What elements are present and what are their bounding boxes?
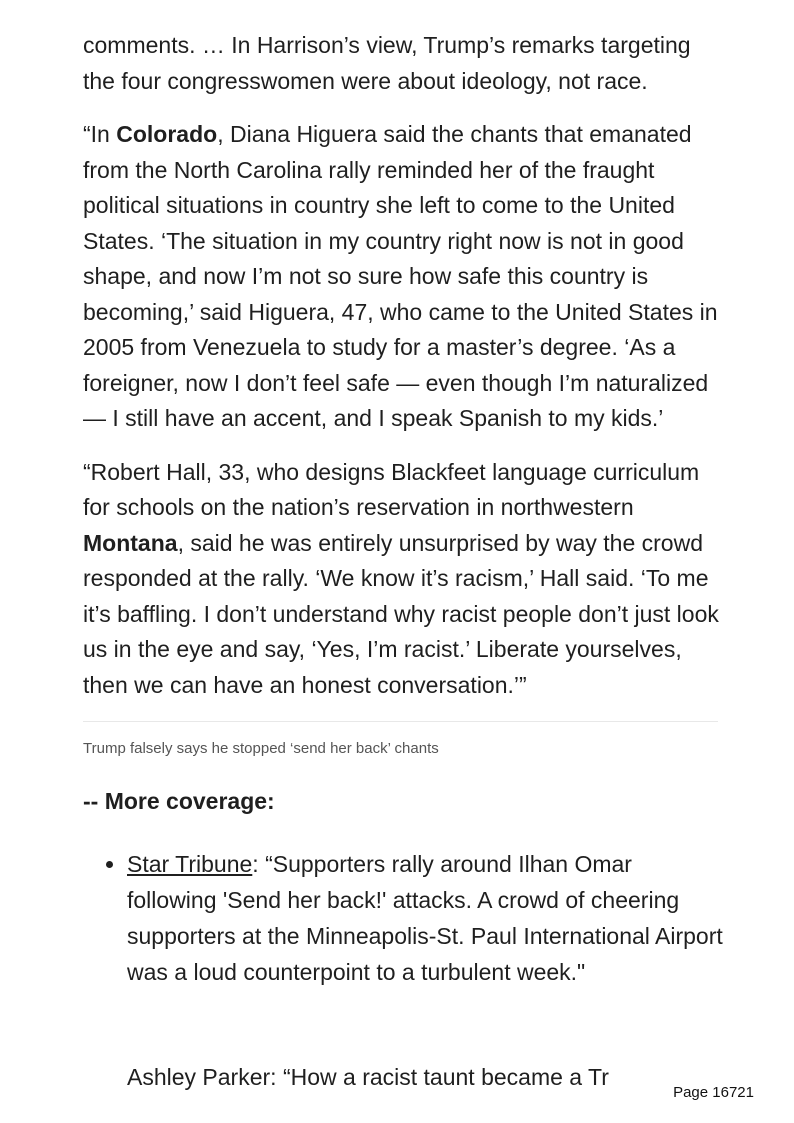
state-name-colorado: Colorado	[116, 121, 218, 147]
paragraph-colorado-lead: “In	[83, 121, 117, 147]
paragraph-colorado	[83, 117, 723, 437]
paragraph-montana	[83, 455, 723, 704]
paragraph-harrison: comments. … In Harrison’s view, Trump’s remarks targeting the four congresswomen were about ideology, not race.	[83, 32, 691, 94]
coverage-list	[83, 846, 723, 990]
paragraph-colorado-text: , Diana Higuera said the chants that emanated from the North Carolina rally reminded her of the fraught political situations in country she left to come to the United States. ‘The situation in my country right now is not in good shape, and now I’m not so sure how safe this country is becoming,’ said Higuera, 47, who came to the United States in 2005 from Venezuela to study for a master’s degree. ‘As a foreigner, now I don’t feel safe — even though I’m naturalized — I still have an accent, and I speak Spanish to my kids.’	[83, 121, 718, 431]
cutoff-text-line	[127, 1064, 687, 1091]
cutoff-text: Ashley Parker: “How a racist taunt became a Tr	[127, 1064, 609, 1090]
paragraph-montana-text: , said he was entirely unsurprised by way the crowd responded at the rally. ‘We know it’s racism,’ Hall said. ‘To me it’s baffling. I don’t understand why racist people don’t just look us in the eye and say, ‘Yes, I’m racist.’ Liberate yourselves, then we can have an honest conversation.’”	[83, 529, 719, 698]
source-link-star-tribune[interactable]: Star Tribune	[127, 851, 253, 877]
section-heading: -- More coverage:	[83, 788, 275, 814]
coverage-text: : “Supporters rally around Ilhan Omar following 'Send her back!' attacks. A crowd of cheering supporters at the Minneapolis-St. Paul International Airport was a loud counterpoint to a turbulent week."	[127, 851, 723, 985]
article-body	[83, 28, 723, 990]
page-number: Page 16721	[673, 1084, 754, 1101]
state-name-montana: Montana	[83, 529, 178, 556]
video-caption: Trump falsely says he stopped ‘send her back’ chants	[83, 740, 439, 757]
paragraph-montana-lead: “Robert Hall, 33, who designs Blackfeet language curriculum for schools on the nation’s reservation in northwestern	[83, 458, 700, 520]
divider	[83, 721, 718, 722]
list-item	[127, 846, 723, 990]
